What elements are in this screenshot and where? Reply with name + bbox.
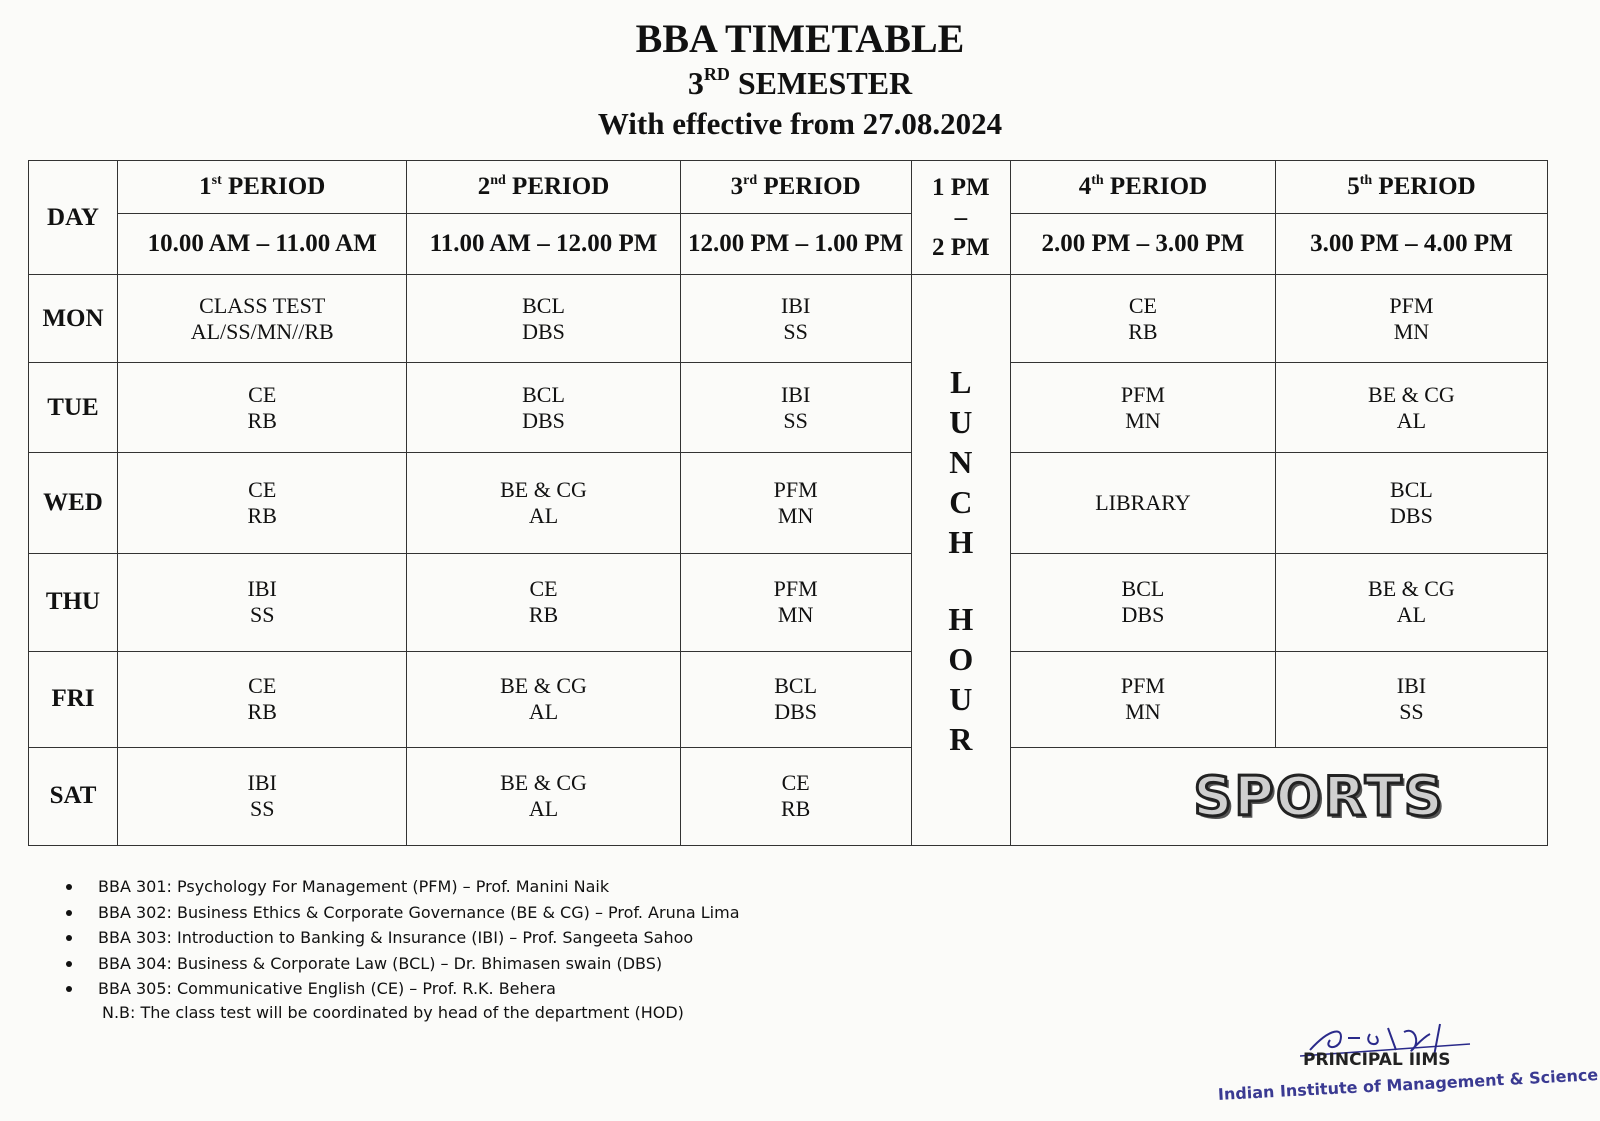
institute-stamp: Indian Institute of Management & Science: [1217, 1065, 1599, 1104]
document-header: [0, 14, 1600, 144]
class-cell: BE & CG AL: [1275, 553, 1547, 651]
class-cell: BCL DBS: [680, 651, 911, 747]
library-cell: LIBRARY: [1010, 453, 1275, 553]
day-label: WED: [29, 453, 118, 553]
class-cell: IBI SS: [117, 553, 406, 651]
list-item: BBA 303: Introduction to Banking & Insurance (IBI) – Prof. Sangeeta Sahoo: [66, 925, 740, 951]
class-cell: CE RB: [117, 453, 406, 553]
semester-subtitle: [0, 64, 1600, 102]
class-cell: BE & CG AL: [407, 747, 680, 845]
lunch-time-header: 1 PM – 2 PM: [911, 161, 1010, 275]
class-cell: BCL DBS: [1275, 453, 1547, 553]
period-1-time: 10.00 AM – 11.00 AM: [117, 214, 406, 275]
class-cell: IBI SS: [680, 275, 911, 363]
period-2-header: 2nd PERIOD: [407, 161, 680, 214]
period-1-header: 1st PERIOD: [117, 161, 406, 214]
class-cell: IBI SS: [117, 747, 406, 845]
list-item: BBA 301: Psychology For Management (PFM) – Prof. Manini Naik: [66, 874, 740, 900]
class-cell: IBI SS: [1275, 651, 1547, 747]
period-2-time: 11.00 AM – 12.00 PM: [407, 214, 680, 275]
table-row: [29, 453, 1548, 553]
class-cell: CE RB: [680, 747, 911, 845]
class-cell: BE & CG AL: [407, 453, 680, 553]
class-cell: BCL DBS: [1010, 553, 1275, 651]
list-item: BBA 302: Business Ethics & Corporate Governance (BE & CG) – Prof. Aruna Lima: [66, 900, 740, 926]
list-item: BBA 305: Communicative English (CE) – Prof. R.K. Behera: [66, 976, 740, 1002]
principal-title: PRINCIPAL IIMS: [1303, 1050, 1451, 1070]
table-row: [29, 275, 1548, 363]
table-row: [29, 363, 1548, 453]
class-cell: PFM MN: [680, 553, 911, 651]
period-5-time: 3.00 PM – 4.00 PM: [1275, 214, 1547, 275]
semester-number: 3: [687, 65, 704, 101]
sports-cell: [1010, 747, 1547, 845]
class-cell: CE RB: [117, 363, 406, 453]
class-cell: BE & CG AL: [407, 651, 680, 747]
class-cell: BCL DBS: [407, 275, 680, 363]
class-cell: CLASS TEST AL/SS/MN//RB: [117, 275, 406, 363]
day-label: TUE: [29, 363, 118, 453]
class-cell: CE RB: [1010, 275, 1275, 363]
class-cell: BE & CG AL: [1275, 363, 1547, 453]
class-cell: PFM MN: [1010, 363, 1275, 453]
period-3-header: 3rd PERIOD: [680, 161, 911, 214]
subject-legend: [66, 874, 740, 1002]
period-3-time: 12.00 PM – 1.00 PM: [680, 214, 911, 275]
day-label: FRI: [29, 651, 118, 747]
day-label: THU: [29, 553, 118, 651]
semester-ordinal: RD: [703, 64, 730, 84]
day-label: MON: [29, 275, 118, 363]
table-row: [29, 651, 1548, 747]
effective-date: With effective from 27.08.2024: [597, 106, 1003, 141]
semester-word: SEMESTER: [729, 65, 913, 101]
class-cell: PFM MN: [1010, 651, 1275, 747]
class-cell: BCL DBS: [407, 363, 680, 453]
lunch-hour-cell: L U N C H H O U R: [911, 275, 1010, 846]
class-cell: PFM MN: [1275, 275, 1547, 363]
sports-logo: SPORTS: [1193, 764, 1445, 828]
timetable: [28, 160, 1548, 846]
day-column-header: DAY: [29, 161, 118, 275]
period-4-header: 4th PERIOD: [1010, 161, 1275, 214]
day-label: SAT: [29, 747, 118, 845]
page-title: BBA TIMETABLE: [635, 16, 965, 61]
class-cell: PFM MN: [680, 453, 911, 553]
note: N.B: The class test will be coordinated by head of the department (HOD): [102, 1003, 684, 1022]
class-cell: CE RB: [407, 553, 680, 651]
list-item: BBA 304: Business & Corporate Law (BCL) – Dr. Bhimasen swain (DBS): [66, 951, 740, 977]
table-row: [29, 747, 1548, 845]
class-cell: CE RB: [117, 651, 406, 747]
period-5-header: 5th PERIOD: [1275, 161, 1547, 214]
class-cell: IBI SS: [680, 363, 911, 453]
period-4-time: 2.00 PM – 3.00 PM: [1010, 214, 1275, 275]
table-row: [29, 553, 1548, 651]
